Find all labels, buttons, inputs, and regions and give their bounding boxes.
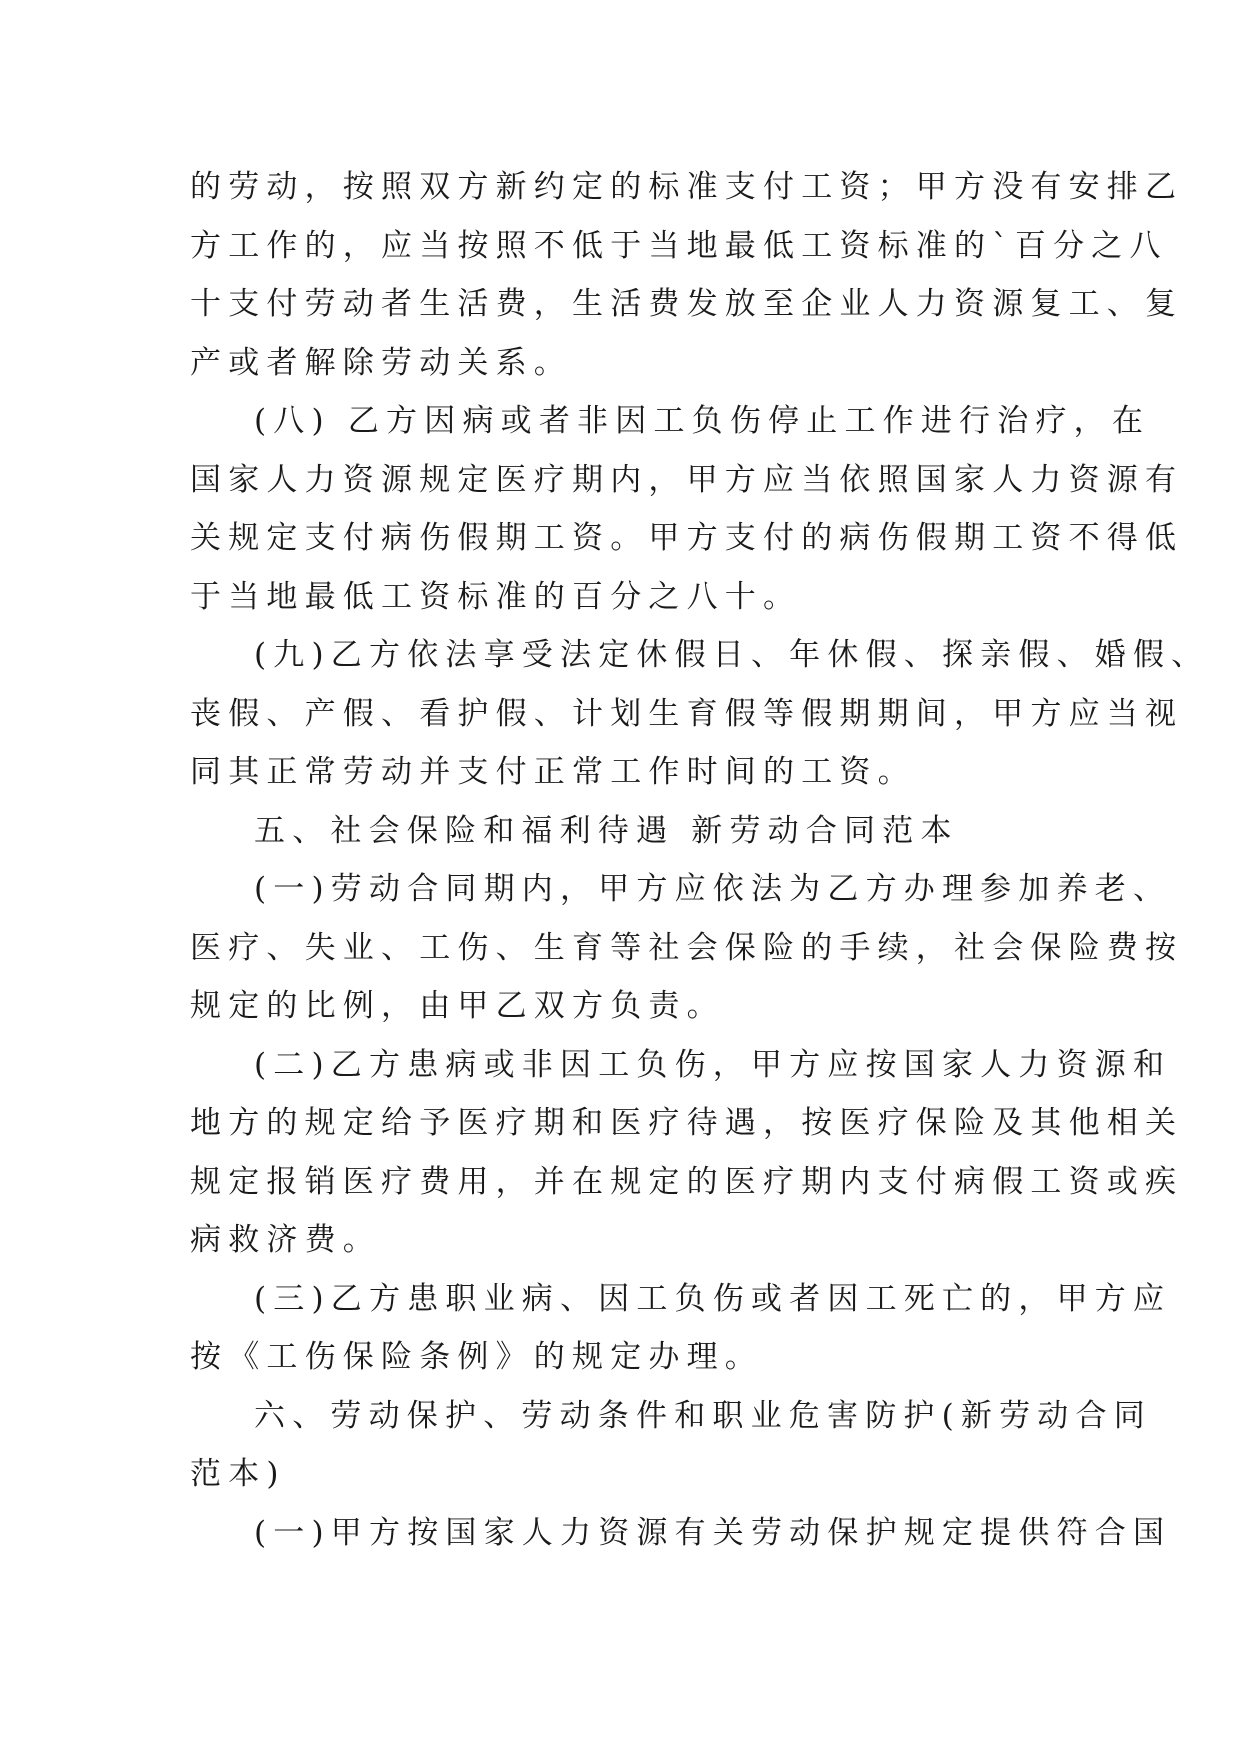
paragraph-start-line: (三)乙方患职业病、因工负伤或者因工死亡的，甲方应 [254,1280,1172,1317]
text-line: 关规定支付病伤假期工资。甲方支付的病伤假期工资不得低 [190,520,1184,556]
text-line: 国家人力资源规定医疗期内，甲方应当依照国家人力资源有 [190,461,1184,498]
paragraph-start-line: (九)乙方依法享受法定休假日、年休假、探亲假、婚假、 [254,637,1210,673]
text-line: 丧假、产假、看护假、计划生育假等假期期间，甲方应当视 [190,695,1184,732]
text-line: 的劳动，按照双方新约定的标准支付工资；甲方没有安排乙 [190,169,1184,205]
paragraph-start-line: (一)甲方按国家人力资源有关劳动保护规定提供符合国 [254,1514,1172,1551]
section-heading: 六、劳动保护、劳动条件和职业危害防护(新劳动合同 [254,1397,1152,1434]
text-line: 按《工伤保险条例》的规定办理。 [190,1339,763,1375]
text-line: 规定报销医疗费用，并在规定的医疗期内支付病假工资或疾 [190,1163,1184,1200]
text-line: 十支付劳动者生活费，生活费发放至企业人力资源复工、复 [190,286,1184,322]
text-line: 方工作的，应当按照不低于当地最低工资标准的`百分之八 [190,227,1168,264]
text-line: 同其正常劳动并支付正常工作时间的工资。 [190,754,916,790]
text-line: 医疗、失业、工伤、生育等社会保险的手续，社会保险费按 [190,929,1184,966]
text-line: 规定的比例，由甲乙双方负责。 [190,988,725,1024]
text-line: 地方的规定给予医疗期和医疗待遇，按医疗保险及其他相关 [190,1105,1184,1141]
text-line: 产或者解除劳动关系。 [190,344,572,381]
text-line: 于当地最低工资标准的百分之八十。 [190,578,802,615]
paragraph-start-line: (八) 乙方因病或者非因工负伤停止工作进行治疗，在 [254,403,1151,439]
text-line: 病救济费。 [190,1222,381,1258]
document-body [190,158,1210,1562]
text-line: 范本) [190,1456,286,1492]
paragraph-start-line: (二)乙方患病或非因工负伤，甲方应按国家人力资源和 [254,1046,1172,1083]
section-heading: 五、社会保险和福利待遇 新劳动合同范本 [254,812,959,849]
paragraph-start-line: (一)劳动合同期内，甲方应依法为乙方办理参加养老、 [254,871,1172,907]
